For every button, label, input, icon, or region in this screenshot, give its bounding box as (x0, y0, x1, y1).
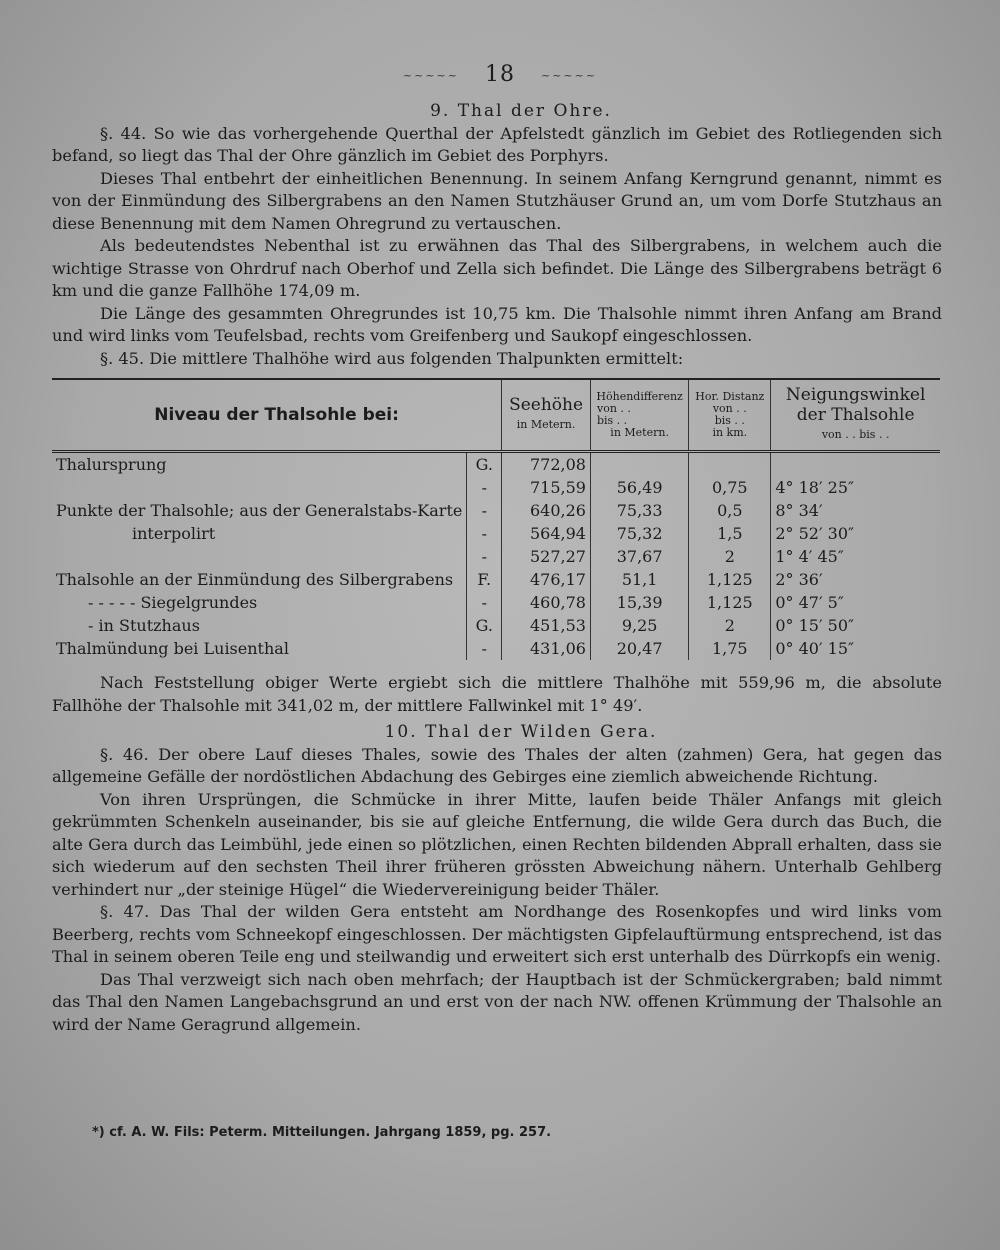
header-hoehendifferenz (590, 379, 688, 452)
row-dist: 0,5 (689, 499, 771, 522)
row-winkel: 1° 4′ 45″ (775, 547, 844, 566)
row-diff: 9,25 (590, 614, 688, 637)
row-diff (590, 452, 688, 477)
row-dist: 0,75 (689, 476, 771, 499)
row-diff: 75,33 (590, 499, 688, 522)
row-diff: 15,39 (590, 591, 688, 614)
row-winkel: 8° 34′ (775, 501, 823, 520)
section-9-title: 9. Thal der Ohre. (430, 101, 612, 121)
row-seehoehe: 460,78 (502, 591, 591, 614)
header-seehoehe-unit: in Metern. (516, 418, 576, 431)
paragraph-45: §. 45. Die mittlere Thalhöhe wird aus folgenden Thalpunkten ermittelt: (100, 348, 684, 368)
header-neigung-label: Neigungswinkel (785, 385, 926, 405)
row-mark: - (467, 545, 502, 568)
row-winkel: 4° 18′ 25″ (775, 478, 854, 497)
header-niveau: Niveau der Thalsohle bei: (154, 405, 399, 425)
footnote: *) cf. A. W. Fils: Peterm. Mitteilungen. Jahrgang 1859, pg. 257. (92, 1125, 552, 1140)
row-seehoehe: 772,08 (502, 452, 591, 477)
row-diff: 51,1 (590, 568, 688, 591)
header-hordist-von: von . . (712, 402, 747, 415)
row-label (52, 545, 467, 568)
row-label: Punkte der Thalsohle; aus der Generalstabs-Karte (56, 501, 463, 520)
table-row (52, 452, 940, 477)
paragraph-verzweigung: Das Thal verzweigt sich nach oben mehrfach; der Hauptbach ist der Schmückergraben; bald nimmt das Thal den Namen Langebachsgrund an und erst von der nach NW. offenen Krümmung der Thalsohle an wird der Name Geragrund allgemein. (52, 969, 942, 1034)
row-mark: - (467, 499, 502, 522)
paragraph-44: §. 44. So wie das vorhergehende Querthal der Apfelstedt gänzlich im Gebiet des Rotliegenden sich befand, so liegt das Thal der Ohre gänzlich im Gebiet des Porphyrs. (52, 123, 942, 165)
header-hor-distanz (689, 379, 771, 452)
row-seehoehe: 715,59 (502, 476, 591, 499)
row-seehoehe: 564,94 (502, 522, 591, 545)
thalpunkte-table (52, 378, 940, 660)
row-diff: 20,47 (590, 637, 688, 660)
row-label: - in Stutzhaus (88, 616, 200, 635)
row-dist: 2 (689, 545, 771, 568)
section-10 (52, 672, 942, 1036)
paragraph-result: Nach Feststellung obiger Werte ergiebt sich die mittlere Thalhöhe mit 559,96 m, die absolute Fallhöhe der Thalsohle mit 341,02 m, der mittlere Fallwinkel mit 1° 49′. (52, 673, 942, 715)
row-mark: - (467, 591, 502, 614)
row-winkel: 2° 52′ 30″ (775, 524, 854, 543)
header-seehoehe (502, 379, 591, 452)
row-seehoehe: 527,27 (502, 545, 591, 568)
paragraph-nebenthal: Als bedeutendstes Nebenthal ist zu erwähnen das Thal des Silbergrabens, in welchem auch die wichtige Strasse von Ohrdruf nach Oberhof und Zella sich befindet. Die Länge des Silbergrabens beträgt 6 km und die ganze Fallhöhe 174,09 m. (52, 236, 942, 300)
row-label (52, 476, 467, 499)
row-mark: - (467, 637, 502, 660)
row-diff: 56,49 (590, 476, 688, 499)
header-neigung-label2: der Thalsohle (796, 405, 915, 425)
row-mark: - (467, 476, 502, 499)
table-row (52, 522, 940, 545)
table-row (52, 568, 940, 591)
row-winkel: 0° 40′ 15″ (775, 639, 854, 658)
header-hoehendiff-bis: bis . . (596, 414, 628, 427)
row-winkel (771, 452, 940, 477)
paragraph-urspruenge: Von ihren Ursprüngen, die Schmücke in ihrer Mitte, laufen beide Thäler Anfangs mit gleich gekrümmten Schenkeln auseinander, bis sie auf gleiche Entfernung, die wilde Gera durch das Buch, die alte Gera durch das Leimbühl, jede einen so plötzlichen, einen Rechten bildenden Abprall erhalten, dass sie sich wiederum auf den sechsten Theil ihrer früheren grössten Abweichung nähern. Unterhalb Gehlberg verhindert nur „der steinige Hügel“ die Wiedervereinigung beider Thäler. (52, 789, 942, 899)
row-label: - - - - - Siegelgrundes (88, 593, 258, 612)
paragraph-47: §. 47. Das Thal der wilden Gera entsteht am Nordhange des Rosenkopfes und wird links vom Beerberg, rechts vom Schneekopf eingeschlossen. Der mächtigsten Gipfelauftürmung entsprechend, ist das Thal in seinem oberen Teile eng und steilwandig und erweitert sich erst unterhalb des Dürrkopfs ein wenig. (52, 902, 942, 966)
row-mark: F. (467, 568, 502, 591)
row-dist (689, 452, 771, 477)
table-row (52, 476, 940, 499)
header-seehoehe-label: Seehöhe (509, 395, 584, 415)
header-hoehendiff-label: Höhendifferenz (596, 390, 683, 403)
row-mark: G. (467, 614, 502, 637)
page-number: 18 (485, 62, 515, 87)
row-diff: 37,67 (590, 545, 688, 568)
table-row (52, 499, 940, 522)
row-label: Thalmündung bei Luisenthal (56, 639, 289, 658)
row-seehoehe: 640,26 (502, 499, 591, 522)
table-row (52, 545, 940, 568)
header-hordist-label: Hor. Distanz (695, 390, 765, 403)
section-9 (52, 100, 942, 370)
row-dist: 1,125 (689, 568, 771, 591)
row-label: interpolirt (132, 524, 216, 543)
row-mark: G. (467, 452, 502, 477)
row-dist: 2 (689, 614, 771, 637)
row-diff: 75,32 (590, 522, 688, 545)
header-hordist-bis: bis . . (714, 414, 745, 427)
header-neigung-vonbis: von . . bis . . (821, 428, 890, 441)
row-label: Thalursprung (56, 455, 167, 474)
section-10-title: 10. Thal der Wilden Gera. (384, 722, 658, 742)
table-row (52, 591, 940, 614)
row-seehoehe: 451,53 (502, 614, 591, 637)
header-ornament-right: ~~~~~ (541, 68, 598, 82)
header-neigungswinkel (771, 379, 940, 452)
row-winkel: 2° 36′ (775, 570, 823, 589)
row-dist: 1,125 (689, 591, 771, 614)
row-seehoehe: 476,17 (502, 568, 591, 591)
table-row (52, 637, 940, 660)
row-label: Thalsohle an der Einmündung des Silbergrabens (56, 570, 454, 589)
header-hoehendiff-unit: in Metern. (610, 426, 669, 439)
row-dist: 1,75 (689, 637, 771, 660)
header-ornament-left: ~~~~~ (402, 68, 459, 82)
row-dist: 1,5 (689, 522, 771, 545)
table-row (52, 614, 940, 637)
row-winkel: 0° 15′ 50″ (775, 616, 854, 635)
table-header-row (52, 379, 940, 452)
row-seehoehe: 431,06 (502, 637, 591, 660)
header-hordist-unit: in km. (712, 426, 748, 439)
header-hoehendiff-von: von . . (596, 402, 631, 415)
paragraph-laenge: Die Länge des gesammten Ohregrundes ist 10,75 km. Die Thalsohle nimmt ihren Anfang am Brand und wird links vom Teufelsbad, rechts vom Greifenberg und Saukopf eingeschlossen. (52, 303, 942, 345)
paragraph-46: §. 46. Der obere Lauf dieses Thales, sowie des Thales der alten (zahmen) Gera, hat gegen das allgemeine Gefälle der nordöstlichen Abdachung des Gebirges eine ziemlich abweichende Richtung. (52, 744, 942, 786)
row-winkel: 0° 47′ 5″ (775, 593, 844, 612)
page-header (0, 62, 1000, 87)
row-mark: - (467, 522, 502, 545)
paragraph-benennung: Dieses Thal entbehrt der einheitlichen Benennung. In seinem Anfang Kerngrund genannt, nimmt es von der Einmündung des Silbergrabens an den Namen Stutzhäuser Grund an, um vom Dorfe Stutzhaus an diese Benennung mit dem Namen Ohregrund zu vertauschen. (52, 168, 942, 233)
